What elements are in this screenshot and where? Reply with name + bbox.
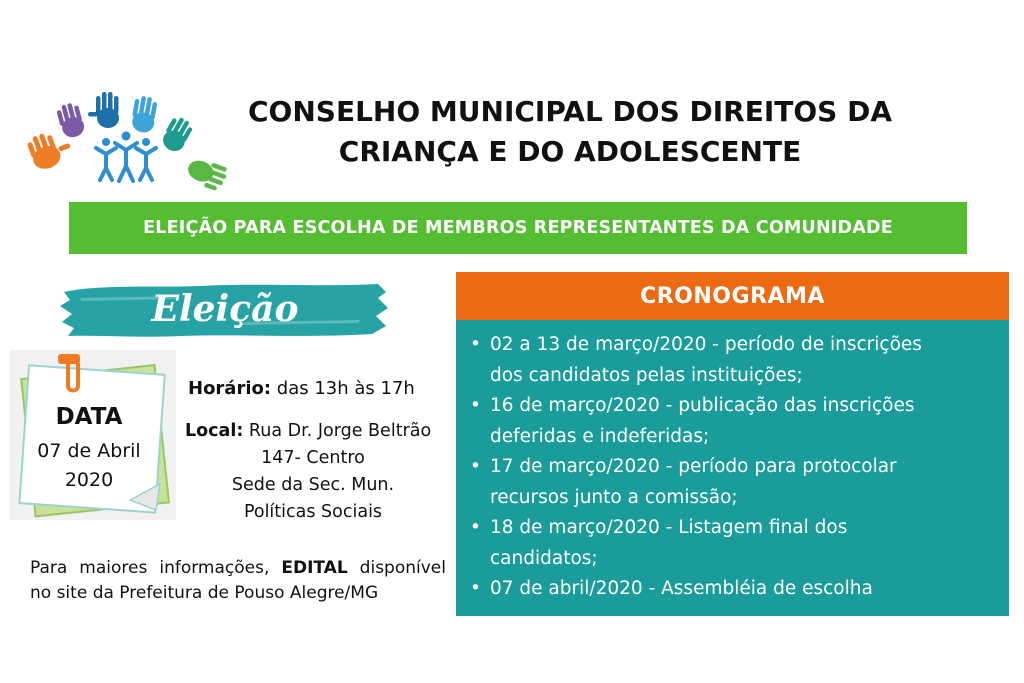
info-text-part-1: Para maiores informações, <box>30 558 282 578</box>
date-card-label: DATA <box>55 404 123 430</box>
date-line-1: 07 de Abril <box>37 440 141 462</box>
schedule-item <box>470 452 995 513</box>
schedule-item-line-2: candidatos; <box>490 547 598 569</box>
schedule-item <box>470 574 995 605</box>
schedule-time-label: Horário: <box>188 378 272 399</box>
bullet-icon: • <box>470 334 481 355</box>
schedule-item-line-1: 18 de março/2020 - Listagem final dos <box>490 517 848 538</box>
bullet-icon: • <box>470 578 481 599</box>
schedule-item-line-1: 17 de março/2020 - período para protocolar <box>490 456 897 477</box>
location-line-4: Políticas Sociais <box>243 502 383 522</box>
title-line-1: CONSELHO MUNICIPAL DOS DIREITOS DA <box>248 95 892 128</box>
date-line-2: 2020 <box>64 469 114 491</box>
election-banner-text: Eleição <box>151 288 299 330</box>
location-line-1 <box>185 418 441 445</box>
schedule-time-value: das 13h às 17h <box>271 378 415 399</box>
schedule-item <box>470 391 995 452</box>
bullet-icon: • <box>470 456 481 477</box>
schedule-item-line-2: deferidas e indeferidas; <box>490 425 710 447</box>
location-line-2: 147- Centro <box>261 448 365 468</box>
schedule-body <box>456 320 1009 616</box>
schedule-item <box>470 513 995 574</box>
schedule-item-line-1: 07 de abril/2020 - Assembléia de escolha <box>490 578 873 599</box>
schedule-header <box>456 272 1009 320</box>
schedule-title: CRONOGRAMA <box>640 284 825 309</box>
handprints-logo-icon <box>14 86 234 196</box>
schedule-time <box>188 378 415 399</box>
page-title <box>230 92 910 172</box>
schedule-item-line-1: 16 de março/2020 - publicação das inscrições <box>490 395 915 416</box>
title-line-2: CRIANÇA E DO ADOLESCENTE <box>338 135 802 168</box>
date-card-value <box>30 437 148 495</box>
bullet-icon: • <box>470 395 481 416</box>
location-line-3: Sede da Sec. Mun. <box>231 475 395 495</box>
location-block <box>185 418 441 526</box>
schedule-item-line-1: 02 a 13 de março/2020 - período de inscrições <box>490 334 922 355</box>
location-street: Rua Dr. Jorge Beltrão <box>243 421 432 441</box>
bullet-icon: • <box>470 517 481 538</box>
schedule-item <box>470 330 995 391</box>
schedule-item-line-2: recursos junto a comissão; <box>490 486 738 508</box>
location-label: Local: <box>185 421 244 441</box>
subtitle-text: ELEIÇÃO PARA ESCOLHA DE MEMBROS REPRESENTANTES DA COMUNIDADE <box>143 218 893 238</box>
info-text-part-2: disponível no site da Prefeitura de Pouso Alegre/MG <box>30 558 446 603</box>
subtitle-banner <box>69 202 967 254</box>
schedule-list <box>456 320 1009 605</box>
info-edital: EDITAL <box>281 558 348 578</box>
schedule-item-line-2: dos candidatos pelas instituições; <box>490 364 803 386</box>
more-info-text <box>30 556 446 606</box>
